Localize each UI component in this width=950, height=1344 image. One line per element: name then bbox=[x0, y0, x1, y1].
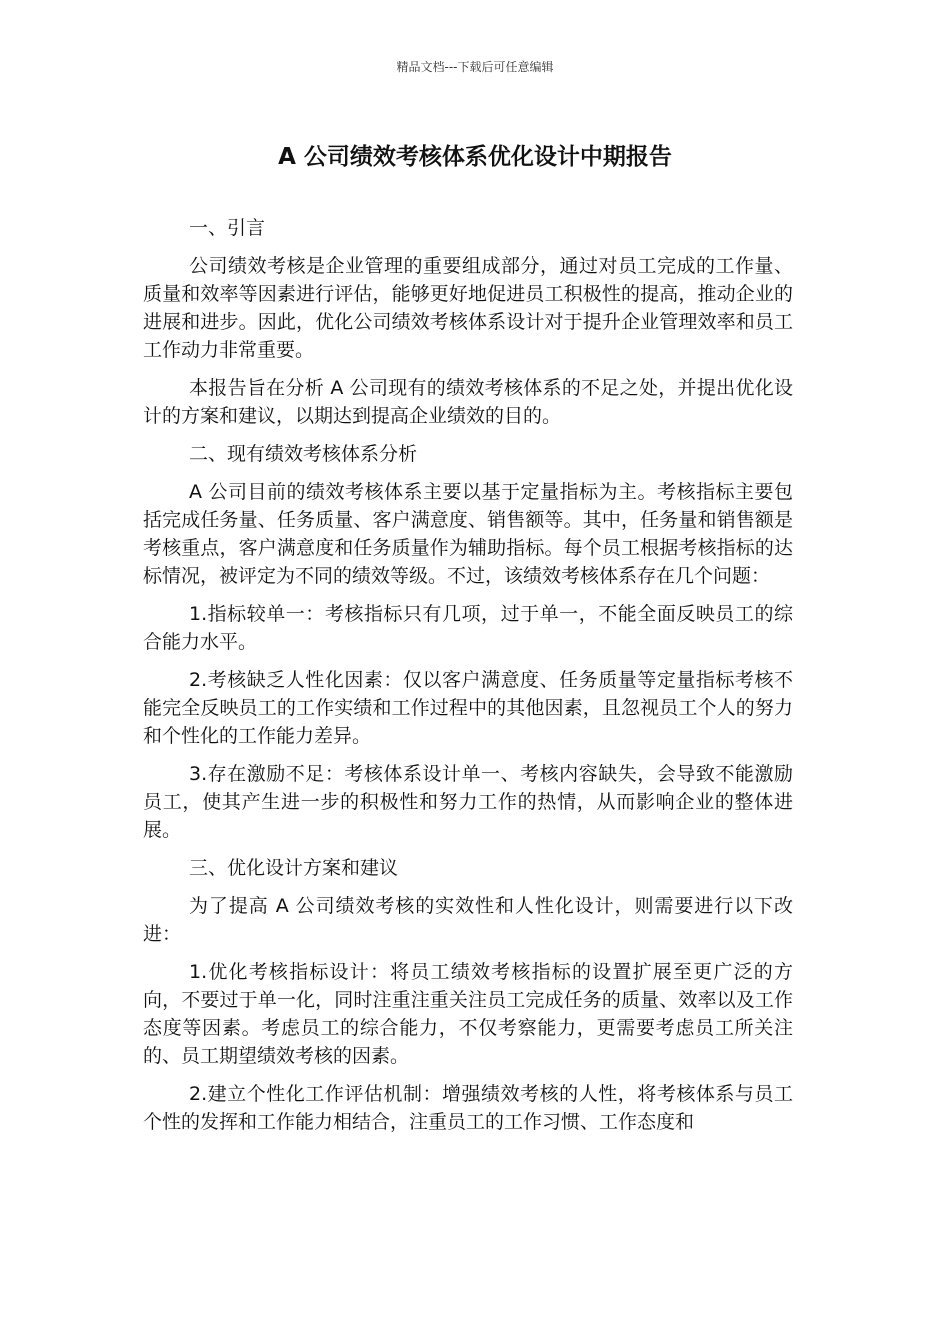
paragraph-introduction-2: 本报告旨在分析 A 公司现有的绩效考核体系的不足之处，并提出优化设计的方案和建议，以期达到提高企业绩效的目的。 bbox=[143, 377, 793, 427]
page-header-note: 精品文档---下载后可任意编辑 bbox=[396, 60, 554, 74]
document-body bbox=[143, 214, 793, 1146]
list-item-proposal-2: 2.建立个性化工作评估机制：增强绩效考核的人性，将考核体系与员工个性的发挥和工作能力相结合，注重员工的工作习惯、工作态度和 bbox=[143, 1083, 793, 1133]
paragraph-proposal-1: 为了提高 A 公司绩效考核的实效性和人性化设计，则需要进行以下改进： bbox=[143, 895, 793, 945]
list-item-analysis-1: 1.指标较单一：考核指标只有几项，过于单一，不能全面反映员工的综合能力水平。 bbox=[143, 603, 793, 653]
document-title: A 公司绩效考核体系优化设计中期报告 bbox=[278, 144, 672, 170]
paragraph-analysis-1: A 公司目前的绩效考核体系主要以基于定量指标为主。考核指标主要包括完成任务量、任务质量、客户满意度、销售额等。其中，任务量和销售额是考核重点，客户满意度和任务质量作为辅助指标。每个员工根据考核指标的达标情况，被评定为不同的绩效等级。不过，该绩效考核体系存在几个问题： bbox=[143, 481, 793, 587]
section-heading-analysis: 二、现有绩效考核体系分析 bbox=[189, 443, 418, 465]
section-heading-introduction: 一、引言 bbox=[189, 217, 266, 239]
list-item-proposal-1: 1.优化考核指标设计：将员工绩效考核指标的设置扩展至更广泛的方向，不要过于单一化，同时注重注重关注员工完成任务的质量、效率以及工作态度等因素。考虑员工的综合能力，不仅考察能力，更需要考虑员工所关注的、员工期望绩效考核的因素。 bbox=[143, 961, 793, 1067]
list-item-analysis-2: 2.考核缺乏人性化因素：仅以客户满意度、任务质量等定量指标考核不能完全反映员工的工作实绩和工作过程中的其他因素，且忽视员工个人的努力和个性化的工作能力差异。 bbox=[143, 669, 793, 747]
section-heading-proposal: 三、优化设计方案和建议 bbox=[189, 857, 399, 879]
paragraph-introduction-1: 公司绩效考核是企业管理的重要组成部分，通过对员工完成的工作量、质量和效率等因素进行评估，能够更好地促进员工积极性的提高，推动企业的进展和进步。因此，优化公司绩效考核体系设计对于提升企业管理效率和员工工作动力非常重要。 bbox=[143, 255, 793, 361]
list-item-analysis-3: 3.存在激励不足：考核体系设计单一、考核内容缺失，会导致不能激励员工，使其产生进一步的积极性和努力工作的热情，从而影响企业的整体进展。 bbox=[143, 763, 793, 841]
